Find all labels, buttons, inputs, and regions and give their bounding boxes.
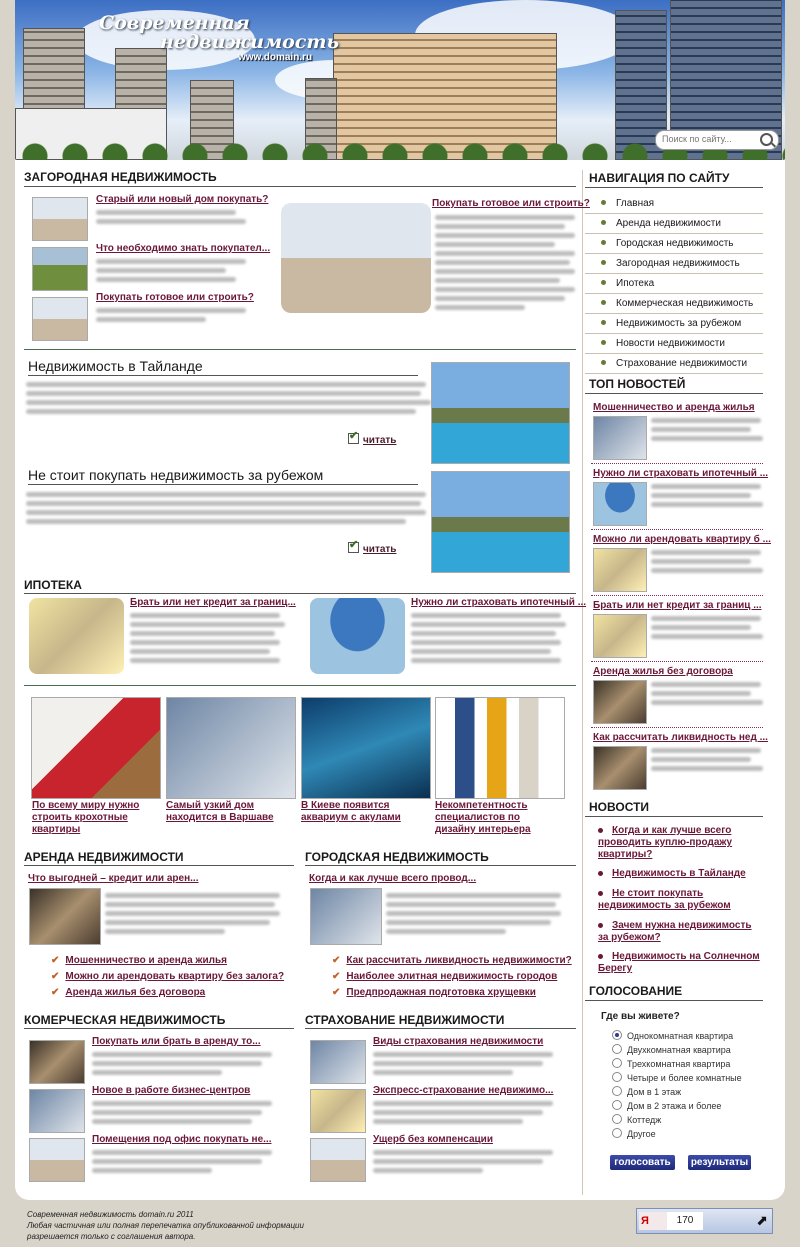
feature-excerpt bbox=[435, 215, 575, 314]
nav-label: Главная bbox=[616, 198, 655, 209]
article-excerpt bbox=[105, 893, 280, 938]
article-title[interactable]: Не стоит покупать недвижимость за рубежом bbox=[28, 467, 324, 483]
article-excerpt bbox=[92, 1052, 272, 1079]
bullet-icon bbox=[598, 871, 603, 876]
divider bbox=[585, 313, 763, 314]
list-item bbox=[51, 987, 205, 998]
top-news-link[interactable]: Мошенничество и аренда жилья bbox=[593, 402, 755, 413]
poll-option-label: Трехкомнатная квартира bbox=[627, 1059, 731, 1069]
article-thumbnail[interactable] bbox=[32, 247, 88, 291]
divider bbox=[305, 1028, 576, 1029]
article-link[interactable]: Помещения под офис покупать не... bbox=[92, 1134, 272, 1145]
divider bbox=[585, 373, 763, 374]
check-icon: ✔ bbox=[51, 955, 60, 966]
gallery-caption[interactable]: По всему миру нужно строить крохотные квартиры bbox=[32, 800, 140, 835]
poll-option[interactable] bbox=[612, 1058, 730, 1069]
search-icon[interactable] bbox=[760, 133, 773, 146]
news-item bbox=[598, 888, 763, 912]
top-news-link[interactable]: Как рассчитать ликвидность нед ... bbox=[593, 732, 768, 743]
poll-option-label: Четыре и более комнатные bbox=[627, 1073, 742, 1083]
article-excerpt bbox=[26, 382, 426, 418]
bullet-icon bbox=[598, 954, 603, 959]
article-link[interactable]: Покупать готовое или строить? bbox=[96, 292, 254, 303]
article-excerpt bbox=[96, 210, 246, 228]
vote-button[interactable]: голосовать bbox=[610, 1155, 675, 1170]
article-link[interactable]: Что необходимо знать покупател... bbox=[96, 243, 271, 254]
divider bbox=[24, 186, 576, 187]
list-item bbox=[51, 955, 227, 966]
divider bbox=[585, 393, 763, 394]
radio-button[interactable] bbox=[612, 1086, 622, 1096]
top-news-thumbnail[interactable] bbox=[593, 482, 647, 526]
divider bbox=[585, 253, 763, 254]
divider bbox=[591, 529, 763, 530]
divider bbox=[585, 213, 763, 214]
article-link[interactable]: Новое в работе бизнес-центров bbox=[92, 1085, 251, 1096]
divider bbox=[24, 593, 576, 594]
read-more-label: читать bbox=[363, 435, 397, 446]
poll-option[interactable] bbox=[612, 1086, 681, 1097]
search-box bbox=[655, 130, 779, 150]
article-excerpt bbox=[92, 1101, 272, 1128]
article-link[interactable]: Ущерб без компенсации bbox=[373, 1134, 493, 1145]
list-link[interactable]: Аренда жилья без договора bbox=[65, 987, 206, 998]
divider bbox=[585, 187, 763, 188]
check-icon: ✔ bbox=[332, 971, 341, 982]
article-link[interactable]: Старый или новый дом покупать? bbox=[96, 194, 269, 205]
bullet-icon bbox=[601, 200, 606, 205]
article-thumbnail[interactable] bbox=[29, 1138, 85, 1182]
top-news-link[interactable]: Аренда жилья без договора bbox=[593, 666, 733, 677]
section-title-city: ГОРОДСКАЯ НЕДВИЖИМОСТЬ bbox=[305, 850, 489, 864]
poll-option-label: Другое bbox=[627, 1129, 656, 1139]
radio-button[interactable] bbox=[612, 1114, 622, 1124]
feature-link[interactable]: Покупать готовое или строить? bbox=[432, 198, 590, 209]
counter-value: 170 bbox=[667, 1212, 703, 1230]
divider bbox=[585, 293, 763, 294]
top-news-link[interactable]: Брать или нет кредит за границ ... bbox=[593, 600, 762, 611]
article-image[interactable] bbox=[431, 471, 570, 573]
poll-option-label: Однокомнатная квартира bbox=[627, 1031, 734, 1041]
list-item bbox=[332, 955, 572, 966]
top-news-thumbnail[interactable] bbox=[593, 680, 647, 724]
gallery-image[interactable] bbox=[435, 697, 565, 799]
divider bbox=[585, 816, 763, 817]
list-item bbox=[51, 971, 284, 982]
news-link[interactable]: Зачем нужна недвижимость за рубежом? bbox=[598, 920, 752, 943]
poll-option[interactable] bbox=[612, 1100, 721, 1111]
poll-option[interactable] bbox=[612, 1030, 733, 1041]
gallery-caption[interactable]: В Киеве появится аквариум с акулами bbox=[301, 800, 401, 823]
column-divider bbox=[582, 170, 583, 1195]
top-news-excerpt bbox=[651, 748, 763, 775]
gallery-image[interactable] bbox=[301, 697, 431, 799]
nav-item[interactable] bbox=[585, 238, 763, 249]
bullet-icon bbox=[598, 828, 603, 833]
counter-brand: Я bbox=[639, 1212, 679, 1230]
divider bbox=[24, 1028, 294, 1029]
news-link[interactable]: Недвижимость на Солнечном Берегу bbox=[598, 951, 760, 974]
article-thumbnail[interactable] bbox=[29, 1089, 85, 1133]
radio-button[interactable] bbox=[612, 1030, 622, 1040]
section-title-mortgage: ИПОТЕКА bbox=[24, 578, 82, 592]
poll-option-label: Дом в 2 этажа и более bbox=[627, 1101, 722, 1111]
nav-item[interactable] bbox=[585, 338, 763, 349]
top-news-link[interactable]: Можно ли арендовать квартиру б ... bbox=[593, 534, 771, 545]
nav-label: Коммерческая недвижимость bbox=[616, 298, 754, 309]
list-link[interactable]: Как рассчитать ликвидность недвижимости? bbox=[346, 955, 572, 966]
check-icon: ✔ bbox=[332, 955, 341, 966]
article-excerpt bbox=[96, 259, 246, 286]
article-excerpt bbox=[26, 492, 426, 528]
read-more-label: читать bbox=[363, 544, 397, 555]
bullet-icon bbox=[601, 340, 606, 345]
nav-item[interactable] bbox=[585, 278, 763, 289]
top-news-thumbnail[interactable] bbox=[593, 614, 647, 658]
bullet-icon bbox=[601, 220, 606, 225]
radio-button[interactable] bbox=[612, 1128, 622, 1138]
list-link[interactable]: Можно ли арендовать квартиру без залога? bbox=[65, 971, 285, 982]
sidebar-title-navigation: НАВИГАЦИЯ ПО САЙТУ bbox=[589, 171, 730, 185]
check-icon: ✔ bbox=[51, 987, 60, 998]
bullet-icon bbox=[601, 320, 606, 325]
bullet-icon bbox=[598, 923, 603, 928]
article-thumbnail[interactable] bbox=[310, 1089, 366, 1133]
divider bbox=[591, 661, 763, 662]
nav-item[interactable] bbox=[585, 298, 763, 309]
check-icon bbox=[348, 542, 359, 553]
article-link[interactable]: Нужно ли страховать ипотечный ... bbox=[411, 597, 587, 608]
article-excerpt bbox=[411, 613, 566, 667]
article-link[interactable]: Покупать или брать в аренду то... bbox=[92, 1036, 261, 1047]
article-thumbnail[interactable] bbox=[29, 888, 101, 945]
article-thumbnail[interactable] bbox=[310, 1138, 366, 1182]
divider bbox=[591, 727, 763, 728]
check-icon: ✔ bbox=[51, 971, 60, 982]
top-news-excerpt bbox=[651, 682, 763, 709]
poll-option-label: Двухкомнатная квартира bbox=[627, 1045, 731, 1055]
article-title[interactable]: Недвижимость в Тайланде bbox=[28, 358, 203, 374]
logo-text[interactable]: Современная bbox=[99, 12, 250, 34]
divider bbox=[305, 865, 576, 866]
divider bbox=[585, 1000, 763, 1001]
news-item bbox=[598, 951, 763, 975]
divider bbox=[24, 349, 576, 350]
check-icon: ✔ bbox=[332, 987, 341, 998]
divider bbox=[585, 233, 763, 234]
article-excerpt bbox=[373, 1101, 553, 1128]
read-more-link[interactable] bbox=[348, 542, 396, 555]
article-image[interactable] bbox=[310, 598, 405, 674]
check-icon bbox=[348, 433, 359, 444]
nav-item[interactable] bbox=[585, 198, 763, 209]
news-item bbox=[598, 868, 763, 880]
poll-option-label: Коттедж bbox=[627, 1115, 662, 1125]
article-excerpt bbox=[373, 1052, 553, 1079]
poll-option-label: Дом в 1 этаж bbox=[627, 1087, 682, 1097]
top-news-excerpt bbox=[651, 484, 763, 511]
news-item bbox=[598, 920, 763, 944]
article-link[interactable]: Когда и как лучше всего провод... bbox=[309, 873, 477, 884]
list-link[interactable]: Мошенничество и аренда жилья bbox=[65, 955, 228, 966]
top-news-excerpt bbox=[651, 616, 763, 643]
poll-option[interactable] bbox=[612, 1072, 742, 1083]
top-news-thumbnail[interactable] bbox=[593, 416, 647, 460]
section-title-insurance: СТРАХОВАНИЕ НЕДВИЖИМОСТИ bbox=[305, 1013, 505, 1027]
divider bbox=[28, 375, 418, 376]
nav-label: Аренда недвижимости bbox=[616, 218, 721, 229]
divider bbox=[591, 595, 763, 596]
nav-label: Городская недвижимость bbox=[616, 238, 734, 249]
bullet-icon bbox=[598, 891, 603, 896]
poll-option[interactable] bbox=[612, 1114, 661, 1125]
list-link[interactable]: Предпродажная подготовка хрущевки bbox=[346, 987, 536, 998]
radio-button[interactable] bbox=[612, 1100, 622, 1110]
article-excerpt bbox=[373, 1150, 553, 1177]
sidebar-title-top-news: ТОП НОВОСТЕЙ bbox=[589, 377, 686, 391]
top-news-thumbnail[interactable] bbox=[593, 746, 647, 790]
top-news-excerpt bbox=[651, 418, 763, 445]
radio-button[interactable] bbox=[612, 1044, 622, 1054]
footer bbox=[27, 1209, 304, 1242]
article-excerpt bbox=[130, 613, 285, 667]
divider bbox=[24, 685, 576, 686]
bullet-icon bbox=[601, 280, 606, 285]
nav-item[interactable] bbox=[585, 358, 763, 369]
bullet-icon bbox=[601, 240, 606, 245]
footer-note: Любая частичная или полная перепечатка опубликованной информации bbox=[27, 1221, 304, 1230]
radio-button[interactable] bbox=[612, 1058, 622, 1068]
article-link[interactable]: Экспресс-страхование недвижимо... bbox=[373, 1085, 554, 1096]
article-excerpt bbox=[92, 1150, 272, 1177]
article-thumbnail[interactable] bbox=[310, 1040, 366, 1084]
logo-url: www.domain.ru bbox=[238, 52, 313, 63]
visit-counter[interactable] bbox=[636, 1208, 773, 1234]
sidebar-title-poll: ГОЛОСОВАНИЕ bbox=[589, 984, 683, 998]
list-item bbox=[332, 987, 536, 998]
section-title-country: ЗАГОРОДНАЯ НЕДВИЖИМОСТЬ bbox=[24, 170, 217, 184]
sidebar-title-news: НОВОСТИ bbox=[589, 800, 650, 814]
nav-label: Новости недвижимости bbox=[616, 338, 725, 349]
article-excerpt bbox=[96, 308, 246, 326]
article-link[interactable]: Что выгодней – кредит или арен... bbox=[28, 873, 199, 884]
nav-label: Ипотека bbox=[616, 278, 655, 289]
divider bbox=[585, 353, 763, 354]
section-title-commercial: КОМЕРЧЕСКАЯ НЕДВИЖИМОСТЬ bbox=[24, 1013, 226, 1027]
nav-item[interactable] bbox=[585, 318, 763, 329]
gallery-image[interactable] bbox=[31, 697, 161, 799]
nav-item[interactable] bbox=[585, 258, 763, 269]
results-button[interactable]: результаты bbox=[688, 1155, 751, 1170]
article-image[interactable] bbox=[431, 362, 570, 464]
top-news-excerpt bbox=[651, 550, 763, 577]
article-thumbnail[interactable] bbox=[32, 197, 88, 241]
divider bbox=[28, 484, 418, 485]
nav-label: Загородная недвижимость bbox=[616, 258, 740, 269]
site-header bbox=[15, 0, 785, 160]
list-item bbox=[332, 971, 557, 982]
nav-label: Недвижимость за рубежом bbox=[616, 318, 742, 329]
read-more-link[interactable] bbox=[348, 433, 396, 446]
article-thumbnail[interactable] bbox=[310, 888, 382, 945]
article-image[interactable] bbox=[29, 598, 124, 674]
nav-label: Страхование недвижимости bbox=[616, 358, 748, 369]
divider bbox=[585, 333, 763, 334]
logo-text[interactable]: недвижимость bbox=[160, 31, 340, 53]
news-link[interactable]: Когда и как лучше всего проводить куплю-продажу квартиры? bbox=[598, 825, 733, 860]
nav-item[interactable] bbox=[585, 218, 763, 229]
article-excerpt bbox=[386, 893, 561, 938]
search-input[interactable] bbox=[656, 131, 757, 147]
arrow-icon: ⬈ bbox=[756, 1212, 768, 1228]
section-title-rent: АРЕНДА НЕДВИЖИМОСТИ bbox=[24, 850, 184, 864]
poll-option[interactable] bbox=[612, 1128, 656, 1139]
gallery-caption[interactable]: Самый узкий дом находится в Варшаве bbox=[166, 800, 274, 823]
gallery-caption[interactable]: Некомпетентность специалистов по дизайну интерьера bbox=[435, 800, 531, 835]
divider bbox=[585, 273, 763, 274]
copyright: Современная недвижимость domain.ru 2011 bbox=[27, 1210, 194, 1219]
top-news-thumbnail[interactable] bbox=[593, 548, 647, 592]
article-link[interactable]: Виды страхования недвижимости bbox=[373, 1036, 544, 1047]
article-link[interactable]: Брать или нет кредит за границ... bbox=[130, 597, 296, 608]
news-link[interactable]: Недвижимость в Тайланде bbox=[612, 868, 746, 879]
gallery-image[interactable] bbox=[166, 697, 296, 799]
bullet-icon bbox=[601, 300, 606, 305]
bullet-icon bbox=[601, 260, 606, 265]
radio-button[interactable] bbox=[612, 1072, 622, 1082]
bullet-icon bbox=[601, 360, 606, 365]
poll-question: Где вы живете? bbox=[601, 1011, 680, 1022]
poll-option[interactable] bbox=[612, 1044, 731, 1055]
list-link[interactable]: Наиболее элитная недвижимость городов bbox=[346, 971, 558, 982]
article-thumbnail[interactable] bbox=[29, 1040, 85, 1084]
divider bbox=[24, 865, 294, 866]
news-item bbox=[598, 825, 763, 861]
footer-note: разрешается только с соглашения автора. bbox=[27, 1232, 196, 1241]
divider bbox=[591, 463, 763, 464]
feature-image[interactable] bbox=[281, 203, 431, 313]
top-news-link[interactable]: Нужно ли страховать ипотечный ... bbox=[593, 468, 769, 479]
news-link[interactable]: Не стоит покупать недвижимость за рубежом bbox=[598, 888, 731, 911]
article-thumbnail[interactable] bbox=[32, 297, 88, 341]
